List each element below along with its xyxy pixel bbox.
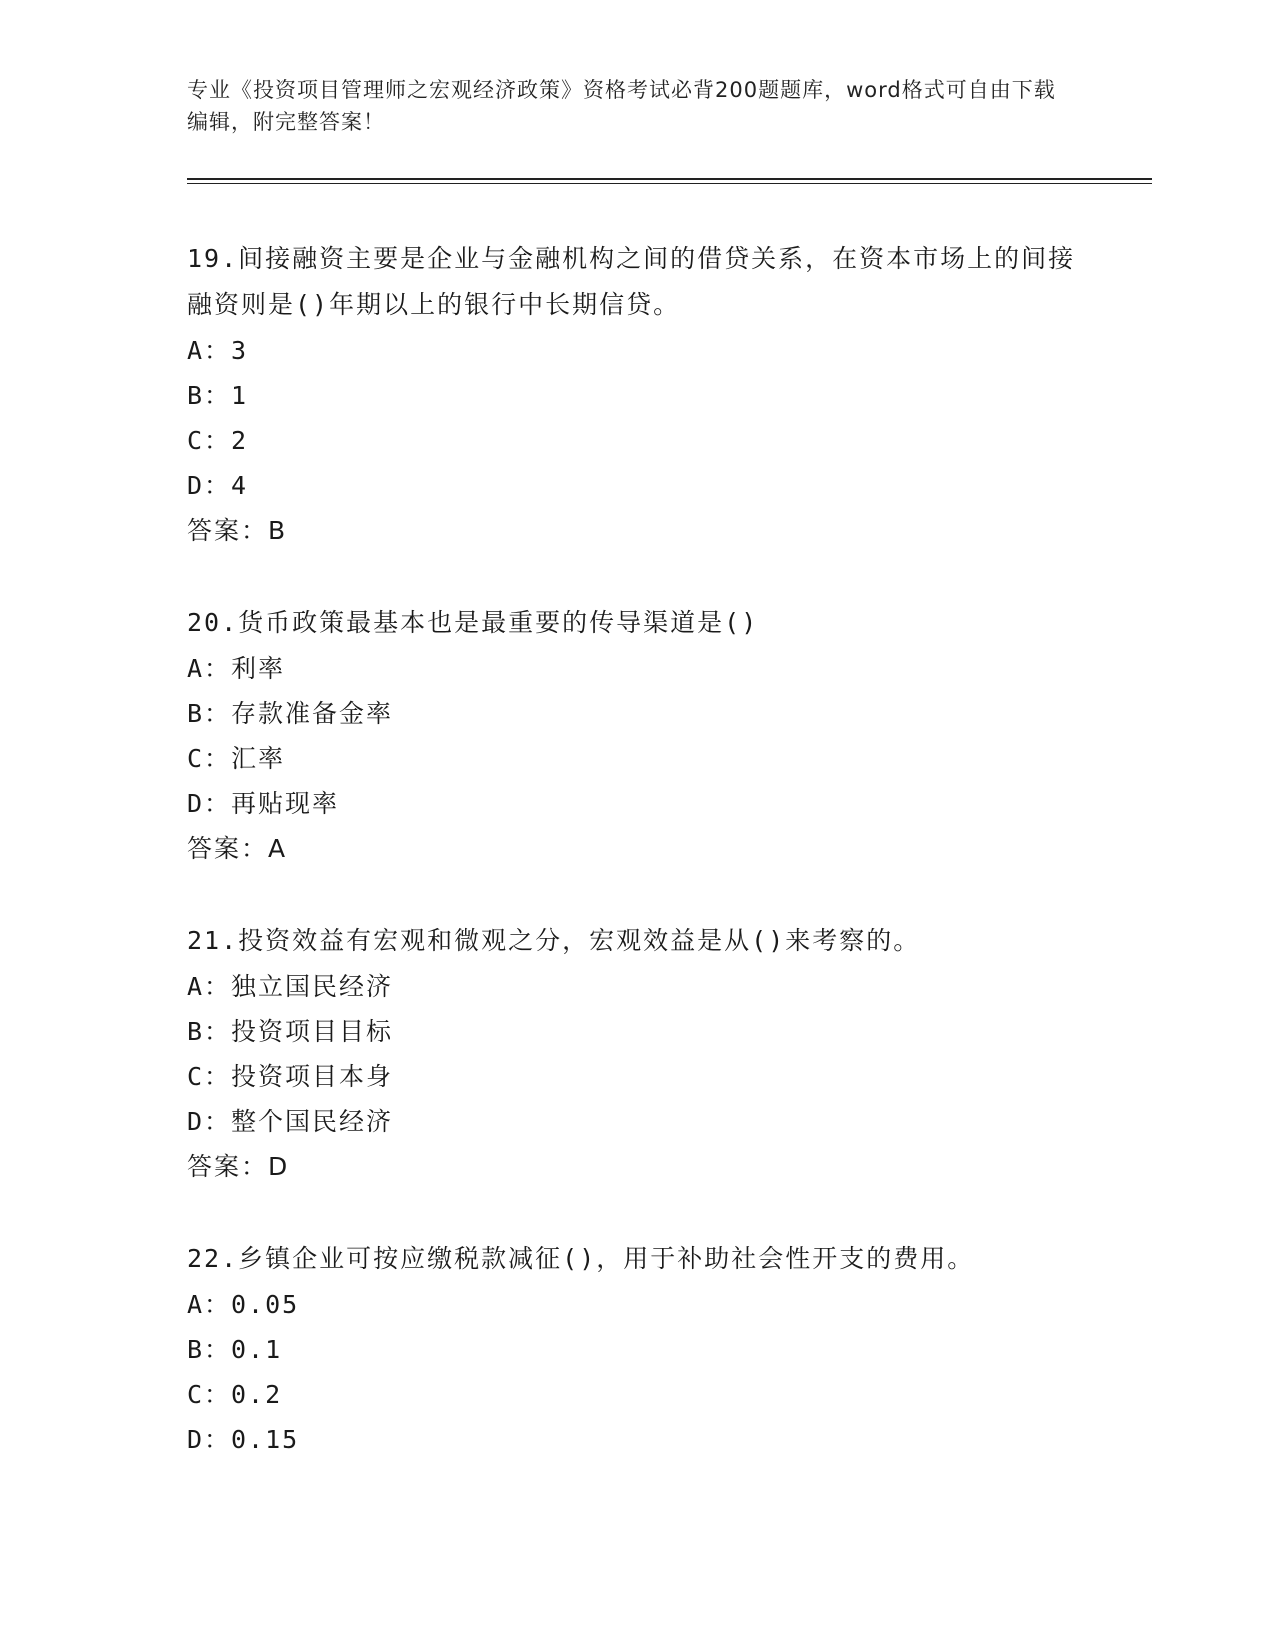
option-value: 整个国民经济 [231, 1107, 394, 1136]
option-letter: C： [187, 1380, 232, 1409]
option-letter: A： [187, 972, 232, 1001]
option-d [187, 1417, 1087, 1462]
option-value: 0.2 [231, 1380, 283, 1409]
option-letter: B： [187, 699, 232, 728]
option-d [187, 463, 1087, 508]
option-value: 3 [231, 336, 249, 365]
option-a [187, 1282, 1087, 1327]
option-b [187, 691, 1087, 736]
document-header: 专业《投资项目管理师之宏观经济政策》资格考试必背200题题库，word格式可自由下载编辑，附完整答案！ [187, 78, 1056, 134]
option-letter: C： [187, 744, 232, 773]
option-a [187, 646, 1087, 691]
option-value: 投资项目本身 [231, 1062, 394, 1091]
option-value: 存款准备金率 [231, 699, 394, 728]
answer-label: 答案：D [187, 1152, 290, 1181]
option-value: 1 [231, 381, 249, 410]
answer-label: 答案：A [187, 834, 288, 863]
option-letter: B： [187, 1335, 232, 1364]
header-divider-thin [187, 183, 1152, 184]
option-value: 2 [231, 426, 249, 455]
question-19 [187, 236, 1087, 554]
option-value: 独立国民经济 [231, 972, 394, 1001]
option-value: 再贴现率 [231, 789, 340, 818]
option-a [187, 964, 1087, 1009]
question-text: 19.间接融资主要是企业与金融机构之间的借贷关系，在资本市场上的间接融资则是()年期以上的银行中长期信贷。 [187, 244, 1076, 319]
option-c [187, 418, 1087, 463]
option-letter: A： [187, 336, 232, 365]
option-c [187, 736, 1087, 781]
option-letter: A： [187, 1290, 232, 1319]
option-letter: D： [187, 789, 232, 818]
option-b [187, 1327, 1087, 1372]
question-text: 20.货币政策最基本也是最重要的传导渠道是() [187, 608, 759, 637]
question-list [187, 236, 1087, 1508]
option-letter: D： [187, 1107, 232, 1136]
option-c [187, 1054, 1087, 1099]
option-letter: D： [187, 1425, 232, 1454]
option-d [187, 781, 1087, 826]
option-letter: A： [187, 654, 232, 683]
question-22 [187, 1236, 1087, 1462]
option-value: 4 [231, 471, 249, 500]
answer-label: 答案：B [187, 516, 288, 545]
option-value: 0.1 [231, 1335, 283, 1364]
option-a [187, 328, 1087, 373]
question-text: 22.乡镇企业可按应缴税款减征()，用于补助社会性开支的费用。 [187, 1244, 975, 1273]
question-text: 21.投资效益有宏观和微观之分，宏观效益是从()来考察的。 [187, 926, 921, 955]
option-letter: C： [187, 426, 232, 455]
option-letter: D： [187, 471, 232, 500]
option-value: 投资项目目标 [231, 1017, 394, 1046]
option-b [187, 1009, 1087, 1054]
header-divider-thick [187, 178, 1152, 180]
option-value: 汇率 [231, 744, 286, 773]
option-letter: B： [187, 1017, 232, 1046]
option-c [187, 1372, 1087, 1417]
option-value: 0.05 [231, 1290, 300, 1319]
option-letter: B： [187, 381, 232, 410]
option-d [187, 1099, 1087, 1144]
option-value: 利率 [231, 654, 286, 683]
question-21 [187, 918, 1087, 1190]
question-20 [187, 600, 1087, 872]
option-value: 0.15 [231, 1425, 300, 1454]
option-letter: C： [187, 1062, 232, 1091]
option-b [187, 373, 1087, 418]
